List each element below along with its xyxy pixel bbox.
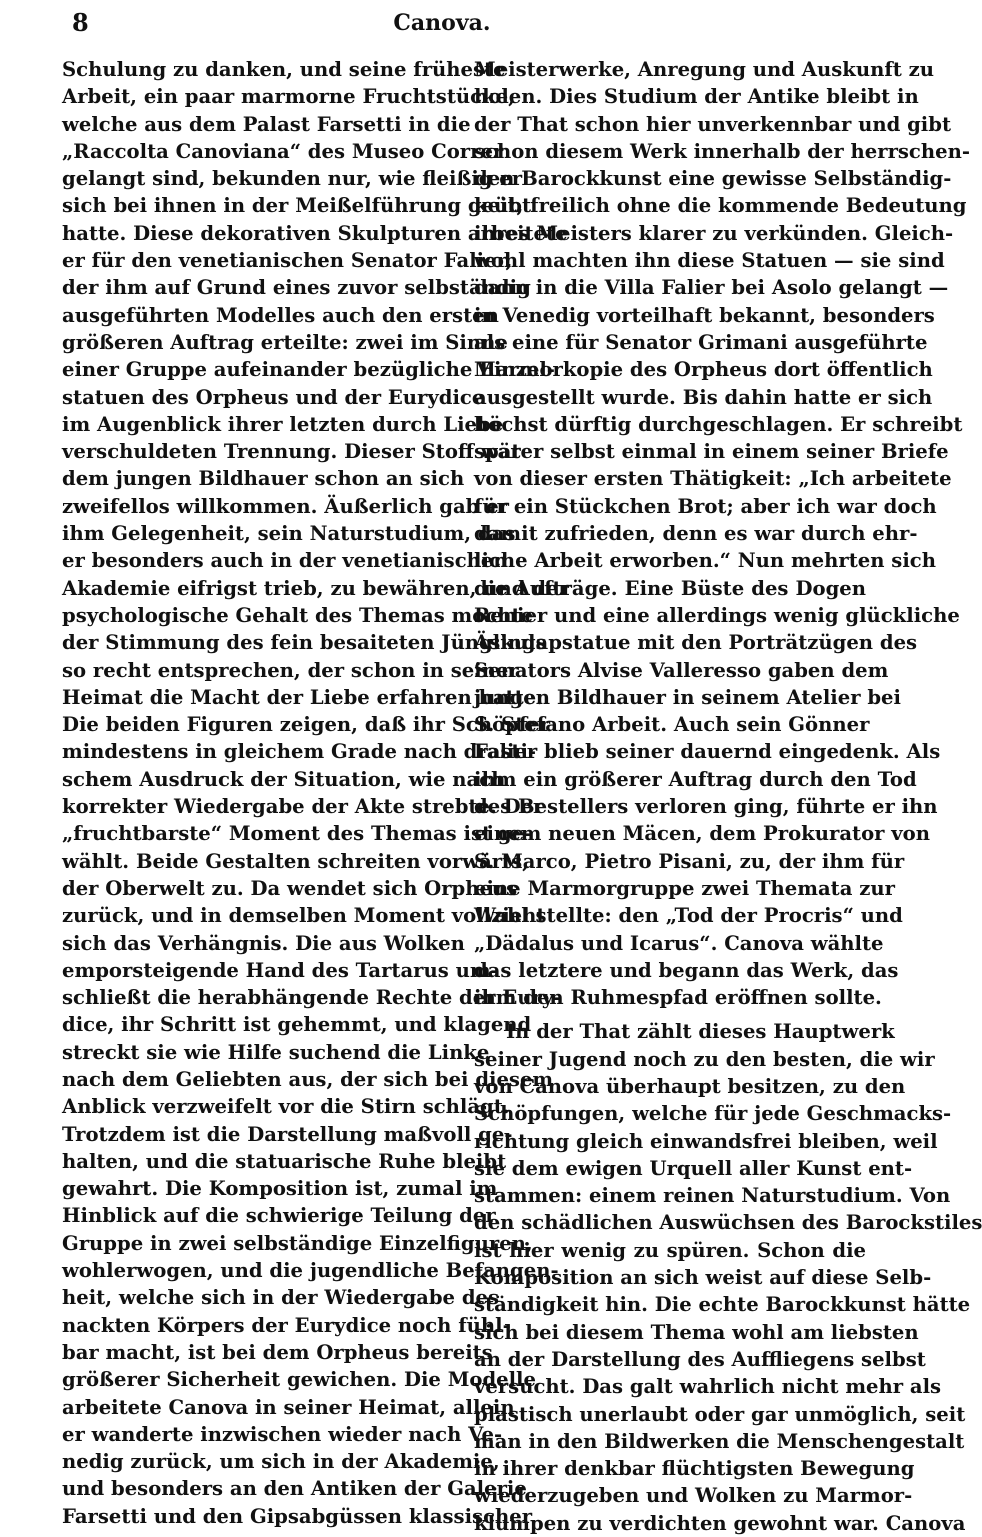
text-line: den Barockkunst eine gewisse Selbständig- — [474, 167, 952, 191]
text-line: von Canova überhaupt besitzen, zu den — [474, 1074, 906, 1098]
text-line: S. Stefano Arbeit. Auch sein Gönner — [474, 713, 870, 737]
text-line: der Stimmung des fein besaiteten Jünglings — [62, 631, 547, 655]
running-title: Canova. — [393, 10, 491, 36]
text-line: ihres Meisters klarer zu verkünden. Gleich- — [474, 221, 954, 245]
text-line: und besonders an den Antiken der Galerie — [62, 1477, 527, 1501]
text-line: schließt die herabhängende Rechte der Eury- — [62, 986, 562, 1010]
text-line: halten, und die statuarische Ruhe bleibt — [62, 1149, 507, 1173]
right-text-column — [474, 56, 982, 1535]
text-line: Meisterwerke, Anregung und Auskunft zu — [474, 58, 934, 81]
left-text-column — [62, 56, 569, 1528]
text-line: größerer Sicherheit gewichen. Die Modelle — [62, 1368, 536, 1392]
text-line: zweifellos willkommen. Äußerlich gab er — [62, 494, 509, 518]
text-line: gelangt sind, bekunden nur, wie fleißig er — [62, 167, 523, 191]
text-line: seiner Jugend noch zu den besten, die wir — [474, 1047, 935, 1071]
text-line: hatte. Diese dekorativen Skulpturen arbeitete — [62, 221, 568, 245]
text-line: er für den venetianischen Senator Falier, — [62, 249, 513, 273]
text-line: Äskulapstatue mit den Porträtzügen des — [474, 631, 918, 655]
text-line: S. Marco, Pietro Pisani, zu, der ihm für — [474, 849, 905, 873]
text-line: richtung gleich einwandsfrei bleiben, weil — [474, 1129, 938, 1153]
text-line: Gruppe in zwei selbständige Einzelfiguren, — [62, 1231, 533, 1255]
text-line: der ihm auf Grund eines zuvor selbständig — [62, 276, 531, 300]
text-line: wohl machten ihn diese Statuen — sie sind — [474, 249, 945, 273]
text-line: ihm ein größerer Auftrag durch den Tod — [474, 767, 917, 791]
text-line: von dieser ersten Thätigkeit: „Ich arbeitete — [474, 467, 952, 491]
text-line: Marmorkopie des Orpheus dort öffentlich — [474, 358, 933, 382]
text-line: im Augenblick ihrer letzten durch Liebe — [62, 412, 504, 436]
text-line: dem jungen Bildhauer schon an sich — [62, 467, 465, 491]
text-line: ihm den Ruhmespfad eröffnen sollte. — [474, 986, 882, 1010]
text-line: sie dem ewigen Urquell aller Kunst ent- — [474, 1156, 913, 1180]
text-line: Heimat die Macht der Liebe erfahren hatte. — [62, 685, 543, 709]
text-line: ständigkeit hin. Die echte Barockkunst hätte — [474, 1293, 971, 1317]
text-line: Schulung zu danken, und seine früheste — [62, 58, 506, 81]
text-line: Wahl stellte: den „Tod der Procris“ und — [474, 904, 903, 928]
text-line: das letztere und begann das Werk, das — [474, 958, 899, 982]
text-line: Hinblick auf die schwierige Teilung der — [62, 1204, 496, 1228]
text-line: einer Gruppe aufeinander bezügliche Einzel- — [62, 358, 555, 382]
text-line: ausgeführten Modelles auch den ersten — [62, 303, 499, 327]
text-line: höchst dürftig durchgeschlagen. Er schreibt — [474, 412, 963, 436]
text-line: ausgestellt wurde. Bis dahin hatte er sich — [474, 385, 933, 409]
text-line: nedig zurück, um sich in der Akademie, — [62, 1450, 500, 1474]
text-line: als eine für Senator Grimani ausgeführte — [474, 330, 928, 354]
text-line: zurück, und in demselben Moment vollzieht — [62, 904, 546, 928]
text-line: so recht entsprechen, der schon in seiner — [62, 658, 519, 682]
text-line: dice, ihr Schritt ist gehemmt, und klagend — [62, 1013, 532, 1037]
text-line: Schöpfungen, welche für jede Geschmacks- — [474, 1102, 952, 1126]
text-line: schon diesem Werk innerhalb der herrschen- — [474, 139, 970, 163]
text-line: Arbeit, ein paar marmorne Fruchtstücke, — [62, 85, 515, 109]
text-line: man in den Bildwerken die Menschengestalt — [474, 1429, 965, 1453]
text-line: Anblick verzweifelt vor die Stirn schlägt. — [62, 1095, 510, 1119]
text-line: Falier blieb seiner dauernd eingedenk. Als — [474, 740, 941, 764]
text-line: einem neuen Mäcen, dem Prokurator von — [474, 822, 930, 846]
text-line: später selbst einmal in einem seiner Briefe — [474, 440, 949, 464]
text-line: eine Marmorgruppe zwei Themata zur — [474, 876, 895, 900]
text-line: verschuldeten Trennung. Dieser Stoff war — [62, 440, 521, 464]
text-line: psychologische Gehalt des Themas mochte — [62, 603, 534, 627]
text-line: versucht. Das galt wahrlich nicht mehr als — [474, 1375, 942, 1399]
text-line: er besonders auch in der venetianischen — [62, 549, 508, 573]
text-line: arbeitete Canova in seiner Heimat, allein — [62, 1395, 515, 1419]
text-line: In der That zählt dieses Hauptwerk — [506, 1020, 895, 1044]
text-line: emporsteigende Hand des Tartarus um- — [62, 958, 499, 982]
text-line: „fruchtbarste“ Moment des Themas ist ge- — [62, 822, 533, 846]
text-line: stammen: einem reinen Naturstudium. Von — [474, 1184, 951, 1208]
text-line: jungen Bildhauer in seinem Atelier bei — [474, 685, 901, 709]
text-line: keit, freilich ohne die kommende Bedeutung — [474, 194, 967, 218]
text-line: in ihrer denkbar flüchtigsten Bewegung — [474, 1457, 915, 1481]
page-number: 8 — [72, 8, 89, 37]
text-line: damit zufrieden, denn es war durch ehr- — [474, 522, 918, 546]
text-line: des Bestellers verloren ging, führte er ihn — [474, 795, 938, 819]
text-line: statuen des Orpheus und der Eurydice — [62, 385, 485, 409]
text-line: sich bei ihnen in der Meißelführung geübt — [62, 194, 532, 218]
text-line: für ein Stückchen Brot; aber ich war doch — [474, 494, 937, 518]
text-line: Farsetti und den Gipsabgüssen klassischer — [62, 1504, 533, 1528]
text-line: holen. Dies Studium der Antike bleibt in — [474, 85, 919, 109]
page-header — [0, 6, 884, 40]
text-line: heit, welche sich in der Wiedergabe des — [62, 1286, 500, 1310]
text-line: wiederzugeben und Wolken zu Marmor- — [474, 1484, 913, 1508]
text-line: Akademie eifrigst trieb, zu bewähren, und der — [62, 576, 569, 600]
text-line: ist hier wenig zu spüren. Schon die — [474, 1238, 866, 1262]
text-line: Renier und eine allerdings wenig glückliche — [474, 603, 960, 627]
text-line: dann in die Villa Falier bei Asolo gelangt — — [474, 276, 949, 300]
text-line: streckt sie wie Hilfe suchend die Linke — [62, 1040, 490, 1064]
text-line: Trotzdem ist die Darstellung maßvoll ge- — [62, 1122, 513, 1146]
text-line: der Oberwelt zu. Da wendet sich Orpheus — [62, 876, 518, 900]
text-line: Komposition an sich weist auf diese Selb- — [474, 1266, 932, 1290]
text-line: „Dädalus und Icarus“. Canova wählte — [474, 931, 884, 955]
text-line: mindestens in gleichem Grade nach drasti- — [62, 740, 537, 764]
text-line: nach dem Geliebten aus, der sich bei diesem — [62, 1067, 554, 1091]
text-line: gewahrt. Die Komposition ist, zumal im — [62, 1177, 498, 1201]
text-line: er wanderte inzwischen wieder nach Ve- — [62, 1422, 503, 1446]
text-line: sich das Verhängnis. Die aus Wolken — [62, 931, 465, 955]
text-line: größeren Auftrag erteilte: zwei im Sinne — [62, 330, 508, 354]
text-line: in Venedig vorteilhaft bekannt, besonders — [474, 303, 935, 327]
text-line: wohlerwogen, und die jugendliche Befangen- — [62, 1259, 559, 1283]
text-line: den schädlichen Auswüchsen des Barockstiles — [474, 1211, 982, 1235]
text-line: sich bei diesem Thema wohl am liebsten — [474, 1320, 919, 1344]
text-line: „Raccolta Canoviana“ des Museo Correr — [62, 139, 504, 163]
text-line: wählt. Beide Gestalten schreiten vorwärts, — [62, 849, 529, 873]
text-line: ihm Gelegenheit, sein Naturstudium, das — [62, 522, 516, 546]
text-line: nackten Körpers der Eurydice noch fühl- — [62, 1313, 511, 1337]
text-line: welche aus dem Palast Farsetti in die — [62, 112, 471, 136]
text-line: Senators Alvise Valleresso gaben dem — [474, 658, 889, 682]
text-line: liche Arbeit erworben.“ Nun mehrten sich — [474, 549, 936, 573]
text-line: bar macht, ist bei dem Orpheus bereits — [62, 1340, 493, 1364]
text-line: schem Ausdruck der Situation, wie nach — [62, 767, 506, 791]
text-line: klumpen zu verdichten gewohnt war. Canova — [474, 1511, 966, 1535]
text-line: an der Darstellung des Auffliegens selbst — [474, 1347, 926, 1371]
text-line: plastisch unerlaubt oder gar unmöglich, seit — [474, 1402, 966, 1426]
text-line: korrekter Wiedergabe der Akte strebte. Der — [62, 795, 544, 819]
text-line: Die beiden Figuren zeigen, daß ihr Schöpfer — [62, 713, 551, 737]
text-line: der That schon hier unverkennbar und gibt — [474, 112, 951, 136]
text-line: die Aufträge. Eine Büste des Dogen — [474, 576, 866, 600]
